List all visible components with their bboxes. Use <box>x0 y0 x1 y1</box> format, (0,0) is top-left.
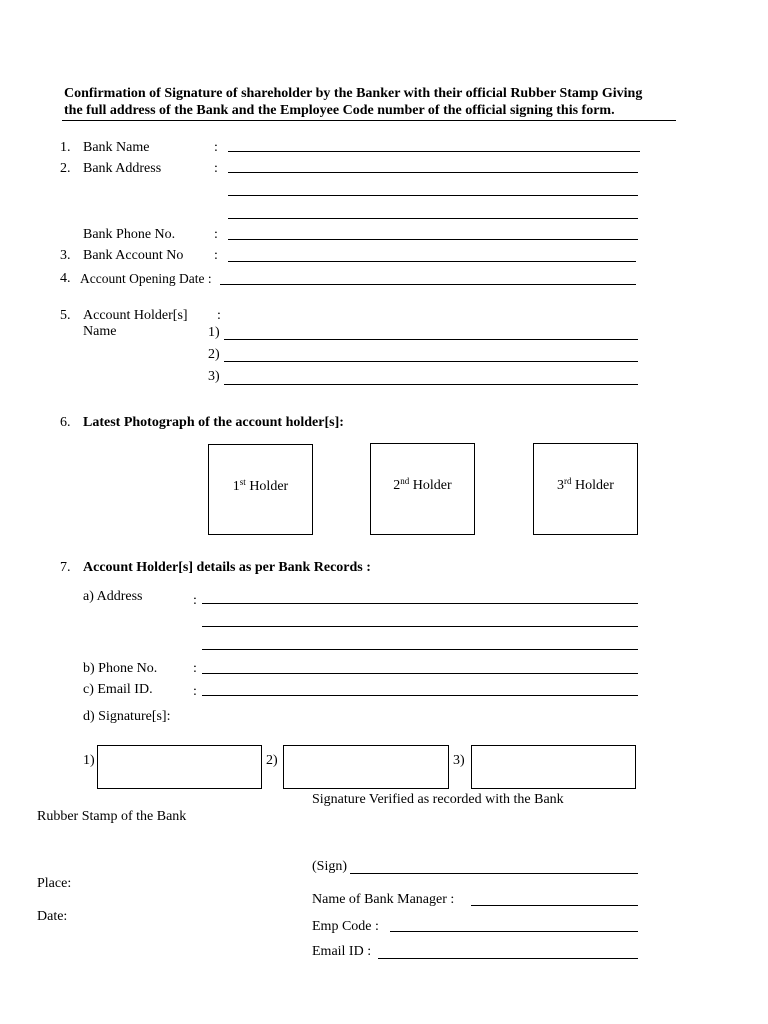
signature-box-2[interactable] <box>283 745 449 789</box>
opening-date-field[interactable] <box>220 284 636 285</box>
photo-box-holder-2[interactable] <box>370 443 475 535</box>
account-no-field[interactable] <box>228 261 636 262</box>
sign-label: (Sign) <box>312 859 347 874</box>
details-address-colon: : <box>193 593 197 608</box>
manager-email-label: Email ID : <box>312 944 372 959</box>
bank-name-label: Bank Name <box>83 140 150 155</box>
photo-box-holder-2-label: 2nd Holder <box>393 476 452 493</box>
photos-number: 6. <box>60 415 71 430</box>
signature-2-label: 2) <box>266 753 278 768</box>
signature-verified-text: Signature Verified as recorded with the Bank <box>312 792 564 807</box>
bank-address-field-2[interactable] <box>228 195 638 196</box>
header-rule <box>62 120 676 121</box>
details-address-field-2[interactable] <box>202 626 638 627</box>
opening-date-label: Account Opening Date : <box>80 271 212 286</box>
opening-date-number: 4. <box>60 271 71 286</box>
date-label: Date: <box>37 909 68 924</box>
bank-address-colon: : <box>214 161 218 176</box>
details-address-field-3[interactable] <box>202 649 638 650</box>
details-heading: Account Holder[s] details as per Bank Records : <box>83 560 371 575</box>
details-address-label: a) Address <box>83 589 143 604</box>
sign-field[interactable] <box>350 873 638 874</box>
holders-colon: : <box>217 308 221 323</box>
account-no-number: 3. <box>60 248 71 263</box>
bank-manager-name-field[interactable] <box>471 905 638 906</box>
emp-code-label: Emp Code : <box>312 919 379 934</box>
header-line-2: the full address of the Bank and the Employee Code number of the official signing this form. <box>64 103 615 118</box>
holder-row-2-label: 2) <box>208 347 220 362</box>
photos-heading: Latest Photograph of the account holder[s]: <box>83 415 344 430</box>
bank-address-field-1[interactable] <box>228 172 638 173</box>
details-number: 7. <box>60 560 71 575</box>
details-phone-colon: : <box>193 661 197 676</box>
bank-address-number: 2. <box>60 161 71 176</box>
holder-row-2-field[interactable] <box>224 361 638 362</box>
details-phone-label: b) Phone No. <box>83 661 158 676</box>
bank-manager-name-label: Name of Bank Manager : <box>312 892 455 907</box>
holder-row-1-field[interactable] <box>224 339 638 340</box>
details-signature-label: d) Signature[s]: <box>83 709 171 724</box>
photo-box-holder-3[interactable] <box>533 443 638 535</box>
photo-box-holder-3-label: 3rd Holder <box>557 476 614 493</box>
signature-box-1[interactable] <box>97 745 262 789</box>
signature-1-label: 1) <box>83 753 95 768</box>
holder-row-1-label: 1) <box>208 325 220 340</box>
rubber-stamp-label: Rubber Stamp of the Bank <box>37 809 187 824</box>
details-phone-field[interactable] <box>202 673 638 674</box>
holders-number: 5. <box>60 308 71 323</box>
holder-row-3-field[interactable] <box>224 384 638 385</box>
bank-name-colon: : <box>214 140 218 155</box>
account-no-label: Bank Account No <box>83 248 184 263</box>
bank-address-label: Bank Address <box>83 161 162 176</box>
details-email-colon: : <box>193 684 197 699</box>
details-email-label: c) Email ID. <box>83 682 153 697</box>
bank-phone-label: Bank Phone No. <box>83 227 176 242</box>
photo-box-holder-1-label: 1st Holder <box>232 477 289 494</box>
photo-box-holder-1[interactable] <box>208 444 313 535</box>
details-email-field[interactable] <box>202 695 638 696</box>
bank-address-field-3[interactable] <box>228 218 638 219</box>
holder-row-3-label: 3) <box>208 369 220 384</box>
signature-box-3[interactable] <box>471 745 636 789</box>
bank-name-number: 1. <box>60 140 71 155</box>
bank-phone-field[interactable] <box>228 239 638 240</box>
header-line-1: Confirmation of Signature of shareholder by the Banker with their official Rubber Stamp Giving <box>64 86 643 101</box>
account-no-colon: : <box>214 248 218 263</box>
place-label: Place: <box>37 876 72 891</box>
bank-phone-colon: : <box>214 227 218 242</box>
emp-code-field[interactable] <box>390 931 638 932</box>
manager-email-field[interactable] <box>378 958 638 959</box>
signature-3-label: 3) <box>453 753 465 768</box>
bank-name-field[interactable] <box>228 151 640 152</box>
details-address-field-1[interactable] <box>202 603 638 604</box>
holders-label-line-2: Name <box>83 324 117 339</box>
holders-label-line-1: Account Holder[s] <box>83 308 188 323</box>
